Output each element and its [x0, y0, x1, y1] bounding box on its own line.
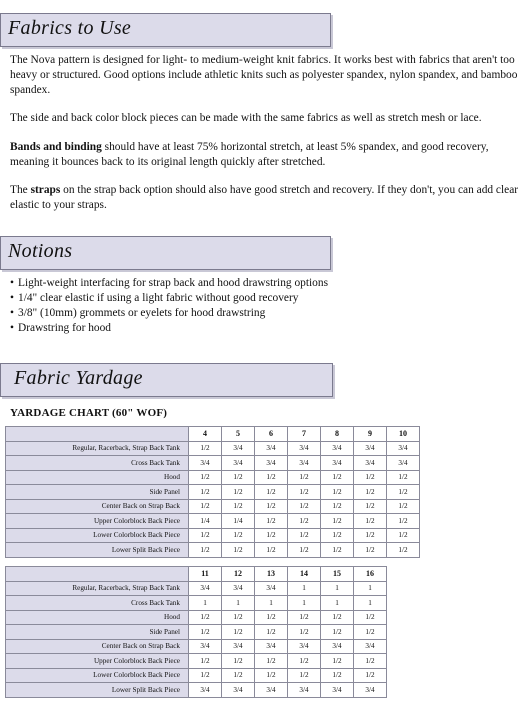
- yardage-value-cell: 1/2: [255, 485, 288, 500]
- yardage-value-cell: 1/2: [288, 485, 321, 500]
- yardage-value-cell: 1/2: [321, 625, 354, 640]
- yardage-value-cell: 1/2: [321, 543, 354, 558]
- yardage-value-cell: 1/2: [387, 528, 420, 543]
- yardage-value-cell: 1/2: [354, 610, 387, 625]
- row-label-cell: Lower Colorblock Back Piece: [6, 668, 189, 683]
- yardage-value-cell: 1/2: [222, 668, 255, 683]
- yardage-value-cell: 1/2: [255, 543, 288, 558]
- yardage-value-cell: 3/4: [288, 441, 321, 456]
- yardage-value-cell: 1/2: [189, 485, 222, 500]
- row-label-cell: Regular, Racerback, Strap Back Tank: [6, 441, 189, 456]
- row-label-cell: Cross Back Tank: [6, 456, 189, 471]
- yardage-value-cell: 1/2: [255, 528, 288, 543]
- row-label-cell: Lower Split Back Piece: [6, 543, 189, 558]
- table-row: [6, 456, 420, 471]
- size-header-cell: 16: [354, 567, 387, 582]
- yardage-value-cell: 1/2: [321, 499, 354, 514]
- table-row: [6, 683, 387, 698]
- size-header-cell: 10: [387, 427, 420, 442]
- bands-binding-text: should have at least 75% horizontal stretch, at least 5% spandex, and good recovery, meaning it bounces back to its original length quickly after stretched.: [10, 141, 489, 168]
- yardage-value-cell: 3/4: [288, 639, 321, 654]
- straps-text: on the strap back option should also have good stretch and recovery. If they don't, you can add clear elastic to your straps.: [10, 184, 519, 211]
- size-header-cell: 12: [222, 567, 255, 582]
- yardage-value-cell: 1/2: [354, 625, 387, 640]
- yardage-value-cell: 3/4: [321, 456, 354, 471]
- size-header-cell: 9: [354, 427, 387, 442]
- row-label-cell: Side Panel: [6, 625, 189, 640]
- yardage-value-cell: 1/2: [354, 543, 387, 558]
- table-row: [6, 543, 420, 558]
- notions-list: [10, 276, 328, 336]
- yardage-value-cell: 1/2: [321, 654, 354, 669]
- yardage-value-cell: 3/4: [387, 456, 420, 471]
- yardage-value-cell: 1/2: [387, 470, 420, 485]
- yardage-value-cell: 3/4: [222, 683, 255, 698]
- yardage-value-cell: 1/2: [321, 470, 354, 485]
- yardage-value-cell: 1/2: [321, 514, 354, 529]
- yardage-value-cell: 1/4: [222, 514, 255, 529]
- size-header-cell: 4: [189, 427, 222, 442]
- yardage-value-cell: 1/2: [222, 485, 255, 500]
- yardage-value-cell: 1/2: [321, 668, 354, 683]
- size-header-cell: 11: [189, 567, 222, 582]
- table-row: [6, 470, 420, 485]
- yardage-value-cell: 3/4: [255, 639, 288, 654]
- yardage-value-cell: 1/2: [354, 499, 387, 514]
- yardage-value-cell: 1: [321, 581, 354, 596]
- yardage-value-cell: 1/2: [288, 610, 321, 625]
- yardage-value-cell: 1/2: [189, 654, 222, 669]
- table-row: [6, 581, 387, 596]
- yardage-value-cell: 1/2: [387, 499, 420, 514]
- yardage-value-cell: 1/4: [189, 514, 222, 529]
- yardage-value-cell: 1/2: [189, 625, 222, 640]
- table-row: [6, 610, 387, 625]
- yardage-value-cell: 3/4: [189, 581, 222, 596]
- row-label-cell: Center Back on Strap Back: [6, 499, 189, 514]
- yardage-value-cell: 1/2: [288, 499, 321, 514]
- table-row: [6, 668, 387, 683]
- straps-bold: straps: [30, 184, 61, 196]
- fabrics-section-title: Fabrics to Use: [8, 17, 132, 39]
- yardage-value-cell: 1/2: [255, 470, 288, 485]
- table-row: [6, 514, 420, 529]
- table-row: [6, 485, 420, 500]
- yardage-value-cell: 1/2: [189, 470, 222, 485]
- table-header-row: [6, 567, 387, 582]
- table-header-row: [6, 427, 420, 442]
- yardage-value-cell: 3/4: [354, 456, 387, 471]
- yardage-value-cell: 1/2: [222, 543, 255, 558]
- yardage-value-cell: 3/4: [222, 639, 255, 654]
- yardage-value-cell: 1/2: [255, 654, 288, 669]
- yardage-value-cell: 3/4: [354, 441, 387, 456]
- yardage-chart-title: YARDAGE CHART (60" WOF): [10, 407, 168, 419]
- yardage-value-cell: 1/2: [354, 470, 387, 485]
- yardage-value-cell: 1/2: [255, 625, 288, 640]
- yardage-value-cell: 1/2: [222, 610, 255, 625]
- row-label-cell: Hood: [6, 470, 189, 485]
- yardage-value-cell: 1/2: [222, 528, 255, 543]
- yardage-value-cell: 1/2: [321, 610, 354, 625]
- bands-binding-bold: Bands and binding: [10, 141, 102, 153]
- yardage-value-cell: 3/4: [255, 581, 288, 596]
- yardage-value-cell: 3/4: [354, 683, 387, 698]
- yardage-value-cell: 3/4: [387, 441, 420, 456]
- yardage-value-cell: 1/2: [387, 514, 420, 529]
- yardage-value-cell: 1/2: [222, 625, 255, 640]
- size-header-cell: 13: [255, 567, 288, 582]
- yardage-value-cell: 3/4: [321, 639, 354, 654]
- notions-list-item: • Light-weight interfacing for strap back and hood drawstring options: [10, 276, 328, 291]
- yardage-section-title: Fabric Yardage: [14, 367, 143, 389]
- row-label-cell: Upper Colorblock Back Piece: [6, 654, 189, 669]
- fabrics-section-header: [0, 13, 331, 47]
- yardage-value-cell: 1: [288, 581, 321, 596]
- table-row: [6, 499, 420, 514]
- table-row: [6, 596, 387, 611]
- yardage-value-cell: 1/2: [222, 470, 255, 485]
- fabrics-paragraph-1: The Nova pattern is designed for light- to medium-weight knit fabrics. It works best with fabrics that aren't too heavy or structured. Good options include athletic knits such as polyester spandex, nylon spandex, and bamboo spandex.: [10, 54, 518, 96]
- yardage-value-cell: 1/2: [354, 668, 387, 683]
- yardage-value-cell: 3/4: [288, 456, 321, 471]
- yardage-value-cell: 1/2: [387, 485, 420, 500]
- yardage-value-cell: 1: [321, 596, 354, 611]
- yardage-value-cell: 3/4: [189, 639, 222, 654]
- yardage-value-cell: 3/4: [255, 441, 288, 456]
- yardage-value-cell: 1/2: [222, 499, 255, 514]
- table-row: [6, 441, 420, 456]
- yardage-value-cell: 1/2: [354, 528, 387, 543]
- yardage-value-cell: 1/2: [255, 514, 288, 529]
- yardage-value-cell: 1/2: [255, 610, 288, 625]
- yardage-value-cell: 1/2: [288, 654, 321, 669]
- yardage-value-cell: 1: [288, 596, 321, 611]
- yardage-value-cell: 1/2: [189, 668, 222, 683]
- yardage-value-cell: 3/4: [189, 456, 222, 471]
- yardage-value-cell: 1: [354, 596, 387, 611]
- yardage-value-cell: 1/2: [222, 654, 255, 669]
- fabrics-paragraph-4: [10, 183, 519, 213]
- size-header-cell: 6: [255, 427, 288, 442]
- yardage-value-cell: 1/2: [255, 499, 288, 514]
- yardage-value-cell: 3/4: [189, 683, 222, 698]
- notions-section-title: Notions: [8, 240, 73, 262]
- yardage-value-cell: 1/2: [189, 543, 222, 558]
- yardage-value-cell: 3/4: [255, 683, 288, 698]
- table-row: [6, 639, 387, 654]
- yardage-value-cell: 1/2: [288, 543, 321, 558]
- yardage-value-cell: 1/2: [288, 668, 321, 683]
- yardage-value-cell: 1/2: [321, 528, 354, 543]
- yardage-value-cell: 1: [354, 581, 387, 596]
- yardage-value-cell: 3/4: [321, 441, 354, 456]
- yardage-value-cell: 1/2: [255, 668, 288, 683]
- yardage-value-cell: 3/4: [255, 456, 288, 471]
- yardage-value-cell: 3/4: [222, 441, 255, 456]
- row-label-cell: Lower Colorblock Back Piece: [6, 528, 189, 543]
- table-row: [6, 625, 387, 640]
- size-header-cell: 8: [321, 427, 354, 442]
- yardage-value-cell: 3/4: [222, 581, 255, 596]
- yardage-value-cell: 3/4: [222, 456, 255, 471]
- yardage-value-cell: 3/4: [354, 639, 387, 654]
- yardage-section-header: [0, 363, 333, 397]
- table-corner-cell: [6, 567, 189, 582]
- yardage-value-cell: 3/4: [321, 683, 354, 698]
- row-label-cell: Cross Back Tank: [6, 596, 189, 611]
- table-row: [6, 654, 387, 669]
- yardage-value-cell: 1: [255, 596, 288, 611]
- row-label-cell: Regular, Racerback, Strap Back Tank: [6, 581, 189, 596]
- size-header-cell: 7: [288, 427, 321, 442]
- yardage-value-cell: 1: [189, 596, 222, 611]
- size-header-cell: 5: [222, 427, 255, 442]
- notions-section-header: [0, 236, 331, 270]
- notions-list-item: • 1/4" clear elastic if using a light fabric without good recovery: [10, 291, 328, 306]
- yardage-value-cell: 3/4: [288, 683, 321, 698]
- yardage-value-cell: 1/2: [288, 528, 321, 543]
- row-label-cell: Center Back on Strap Back: [6, 639, 189, 654]
- yardage-value-cell: 1: [222, 596, 255, 611]
- row-label-cell: Lower Split Back Piece: [6, 683, 189, 698]
- notions-list-item: • Drawstring for hood: [10, 321, 328, 336]
- straps-pre-text: The: [10, 184, 31, 196]
- row-label-cell: Hood: [6, 610, 189, 625]
- yardage-value-cell: 1/2: [189, 610, 222, 625]
- yardage-value-cell: 1/2: [354, 654, 387, 669]
- size-header-cell: 15: [321, 567, 354, 582]
- yardage-value-cell: 1/2: [288, 470, 321, 485]
- yardage-value-cell: 1/2: [189, 528, 222, 543]
- table-row: [6, 528, 420, 543]
- yardage-value-cell: 1/2: [288, 625, 321, 640]
- yardage-value-cell: 1/2: [354, 514, 387, 529]
- yardage-value-cell: 1/2: [288, 514, 321, 529]
- yardage-value-cell: 1/2: [321, 485, 354, 500]
- table-corner-cell: [6, 427, 189, 442]
- row-label-cell: Side Panel: [6, 485, 189, 500]
- yardage-value-cell: 1/2: [189, 441, 222, 456]
- yardage-value-cell: 1/2: [189, 499, 222, 514]
- yardage-value-cell: 1/2: [387, 543, 420, 558]
- row-label-cell: Upper Colorblock Back Piece: [6, 514, 189, 529]
- fabrics-paragraph-2: The side and back color block pieces can be made with the same fabrics as well as stretch mesh or lace.: [10, 112, 482, 124]
- yardage-value-cell: 1/2: [354, 485, 387, 500]
- notions-list-item: • 3/8" (10mm) grommets or eyelets for hood drawstring: [10, 306, 328, 321]
- fabrics-paragraph-3: [10, 140, 519, 170]
- size-header-cell: 14: [288, 567, 321, 582]
- yardage-table-sizes-4-10: [5, 426, 420, 558]
- yardage-table-sizes-11-16: [5, 566, 387, 698]
